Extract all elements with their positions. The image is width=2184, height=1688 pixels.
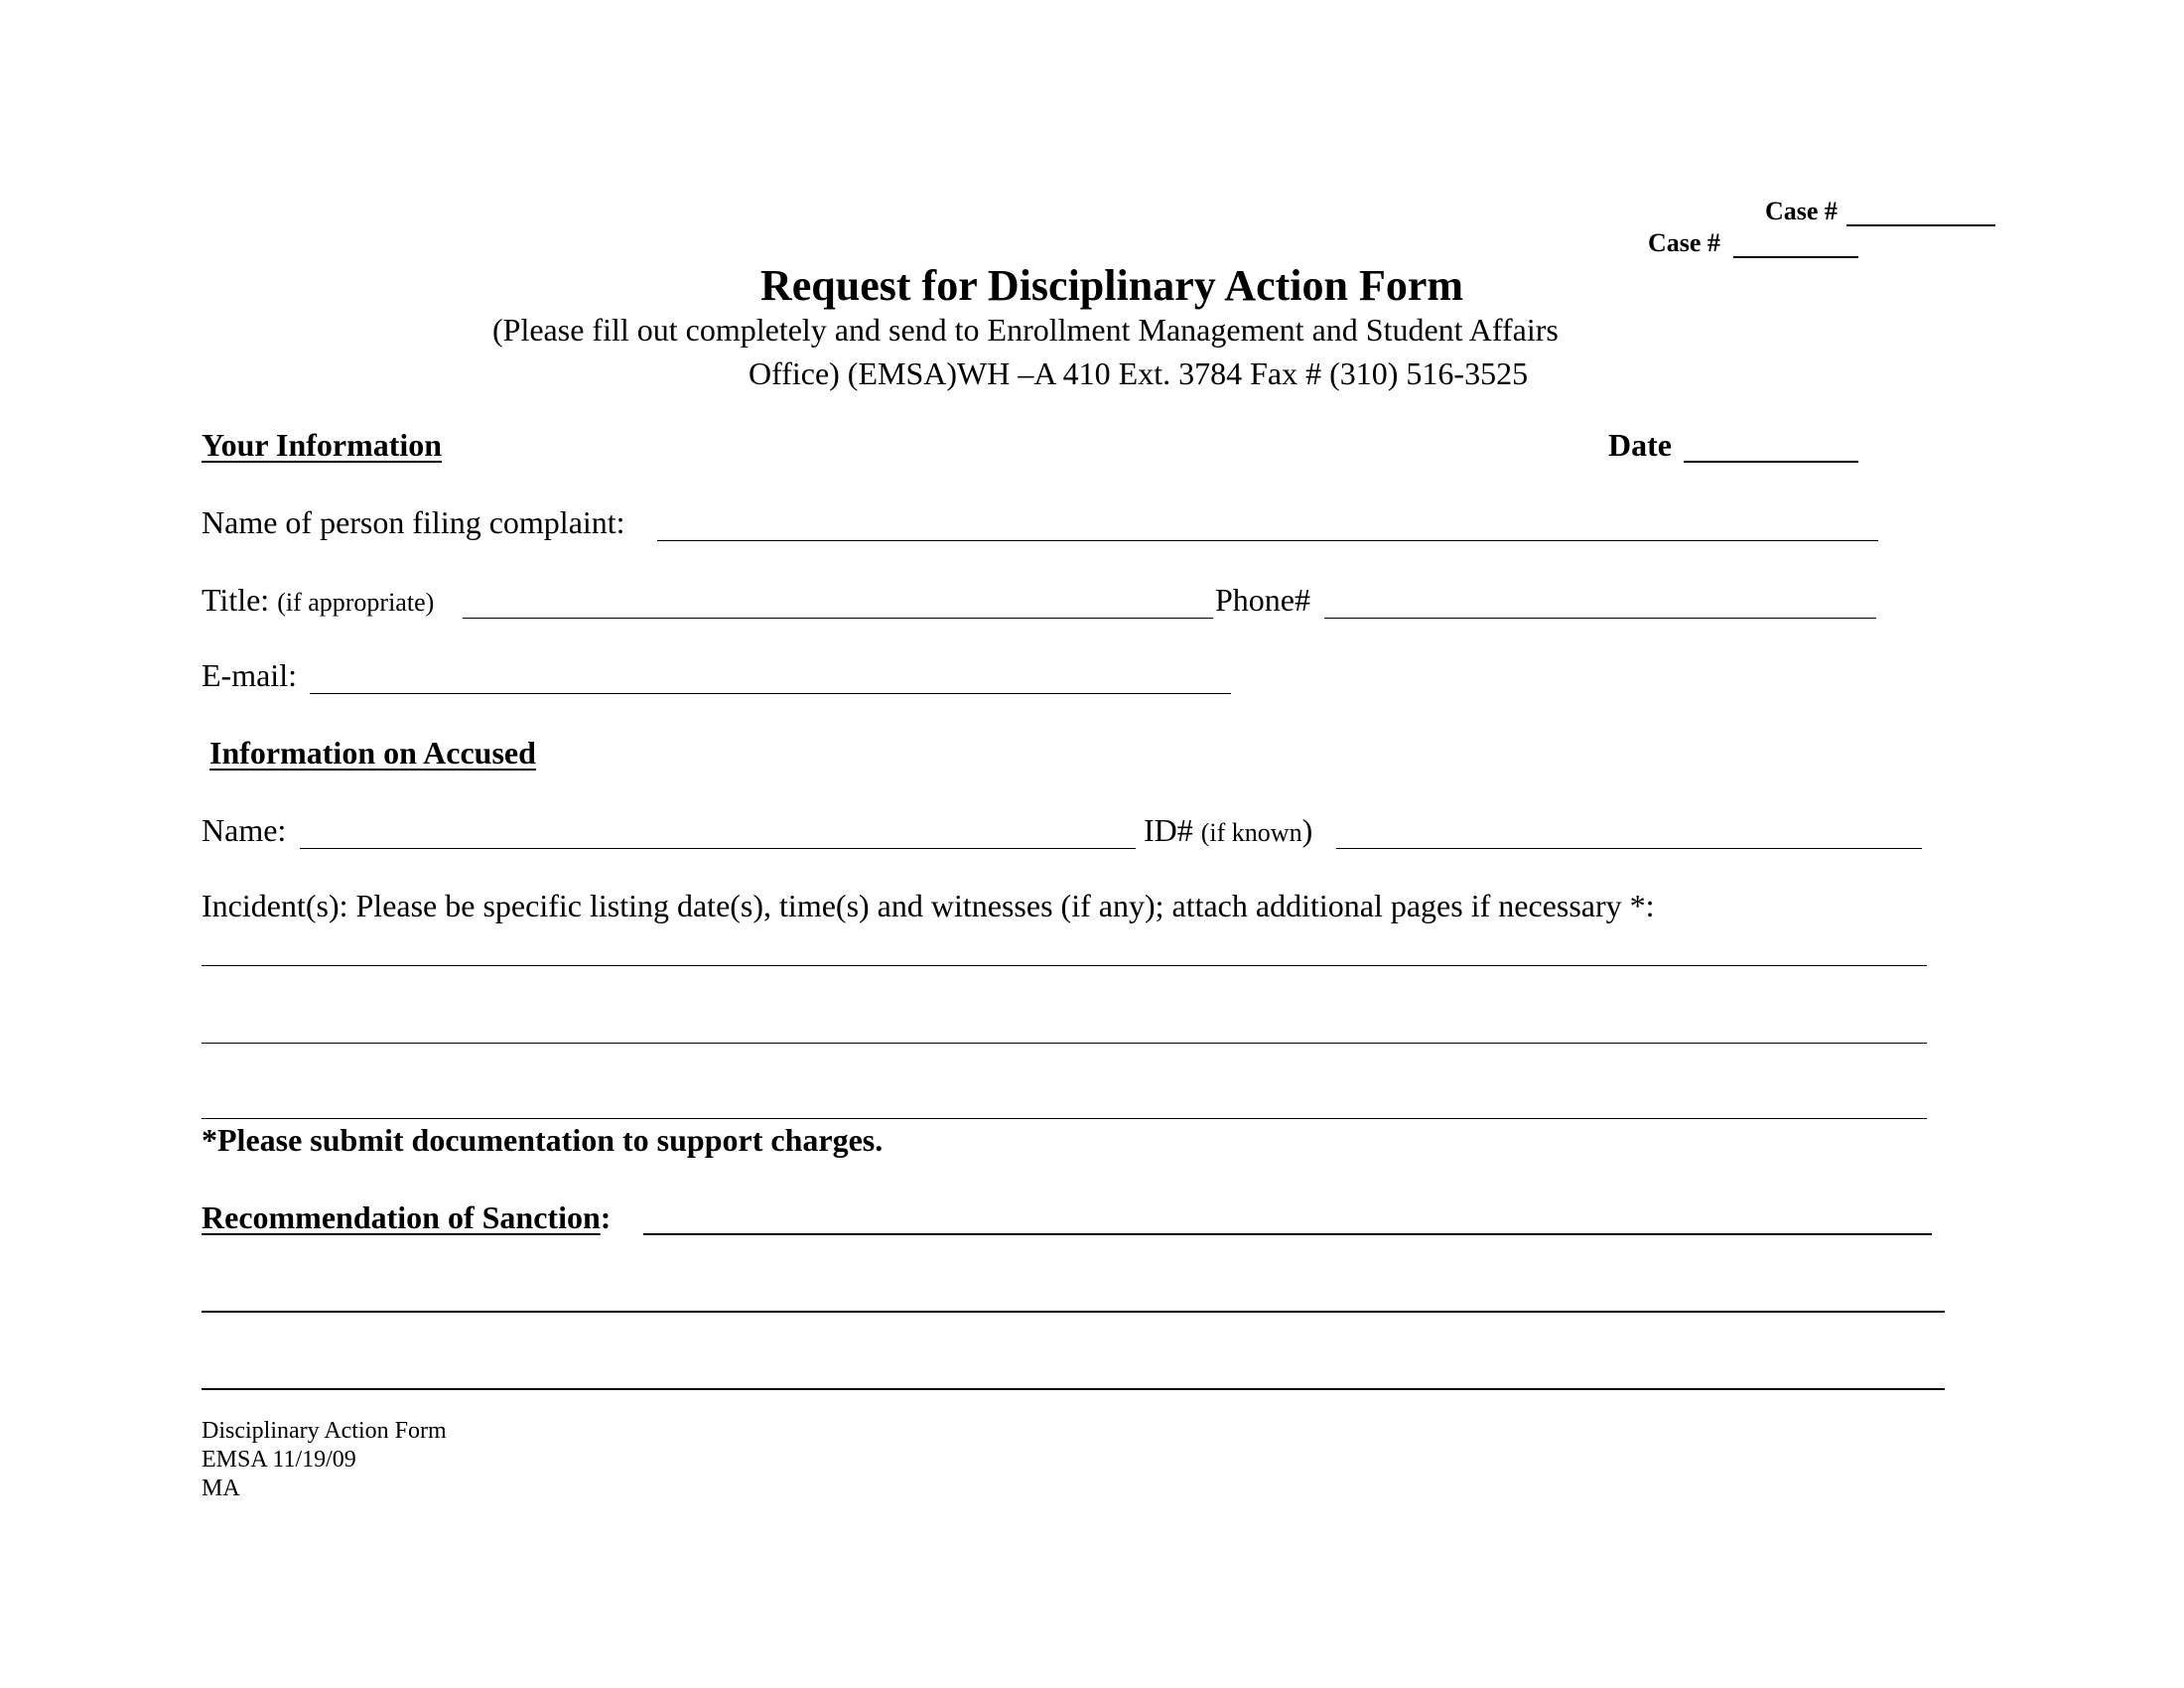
- accused-id-field[interactable]: [1336, 848, 1922, 849]
- date-label: Date: [1608, 427, 1672, 463]
- case-number-second: [1648, 228, 1720, 258]
- id-hint: (if known: [1200, 818, 1302, 847]
- subtitle-line-2: Office) (EMSA)WH –A 410 Ext. 3784 Fax # (310) 516-3525: [749, 355, 1529, 391]
- id-label: ID#: [1144, 812, 1193, 848]
- title-field[interactable]: [463, 618, 1213, 619]
- complainant-name-label: Name of person filing complaint:: [202, 504, 625, 540]
- footer-initials: MA: [202, 1476, 240, 1501]
- accused-information-heading: Information on Accused: [209, 735, 536, 771]
- footer-form-code: EMSA 11/19/09: [202, 1447, 356, 1473]
- sanction-line-2[interactable]: [202, 1311, 1945, 1313]
- phone-label: Phone#: [1215, 582, 1310, 618]
- case-number-top-field[interactable]: [1846, 224, 1995, 226]
- case-number-second-field[interactable]: [1733, 256, 1858, 258]
- title-label: Title:: [202, 582, 270, 618]
- date-field[interactable]: [1684, 461, 1858, 463]
- incident-line-2[interactable]: [202, 1043, 1927, 1044]
- phone-field[interactable]: [1324, 618, 1876, 619]
- id-label-group: [1144, 812, 1312, 849]
- title-label-group: [202, 582, 434, 619]
- incident-line-1[interactable]: [202, 965, 1927, 966]
- id-paren-close: ): [1301, 812, 1313, 848]
- documentation-note: *Please submit documentation to support charges.: [202, 1122, 884, 1158]
- sanction-field[interactable]: [643, 1233, 1932, 1235]
- subtitle-line-1: (Please fill out completely and send to Enrollment Management and Student Affairs: [492, 312, 1559, 348]
- sanction-label-group: [202, 1199, 611, 1236]
- accused-name-label: Name:: [202, 812, 287, 848]
- footer-form-name: Disciplinary Action Form: [202, 1418, 447, 1444]
- page-title: Request for Disciplinary Action Form: [759, 261, 1464, 310]
- sanction-label: Recommendation of Sanction: [202, 1199, 601, 1235]
- email-field[interactable]: [310, 693, 1231, 694]
- incident-line-3[interactable]: [202, 1118, 1927, 1119]
- your-information-heading: Your Information: [202, 427, 443, 463]
- sanction-colon: :: [600, 1199, 612, 1235]
- complainant-name-field[interactable]: [657, 540, 1878, 541]
- title-hint: (if appropriate): [277, 588, 435, 617]
- case-number-top: [1765, 197, 1838, 226]
- case-number-top-label: Case #: [1765, 197, 1838, 225]
- accused-name-field[interactable]: [300, 848, 1136, 849]
- sanction-line-3[interactable]: [202, 1388, 1945, 1390]
- case-number-second-label: Case #: [1648, 228, 1720, 257]
- email-label: E-mail:: [202, 657, 297, 693]
- incident-label: Incident(s): Please be specific listing date(s), time(s) and witnesses (if any); attach additional pages if necessary *:: [202, 888, 1655, 923]
